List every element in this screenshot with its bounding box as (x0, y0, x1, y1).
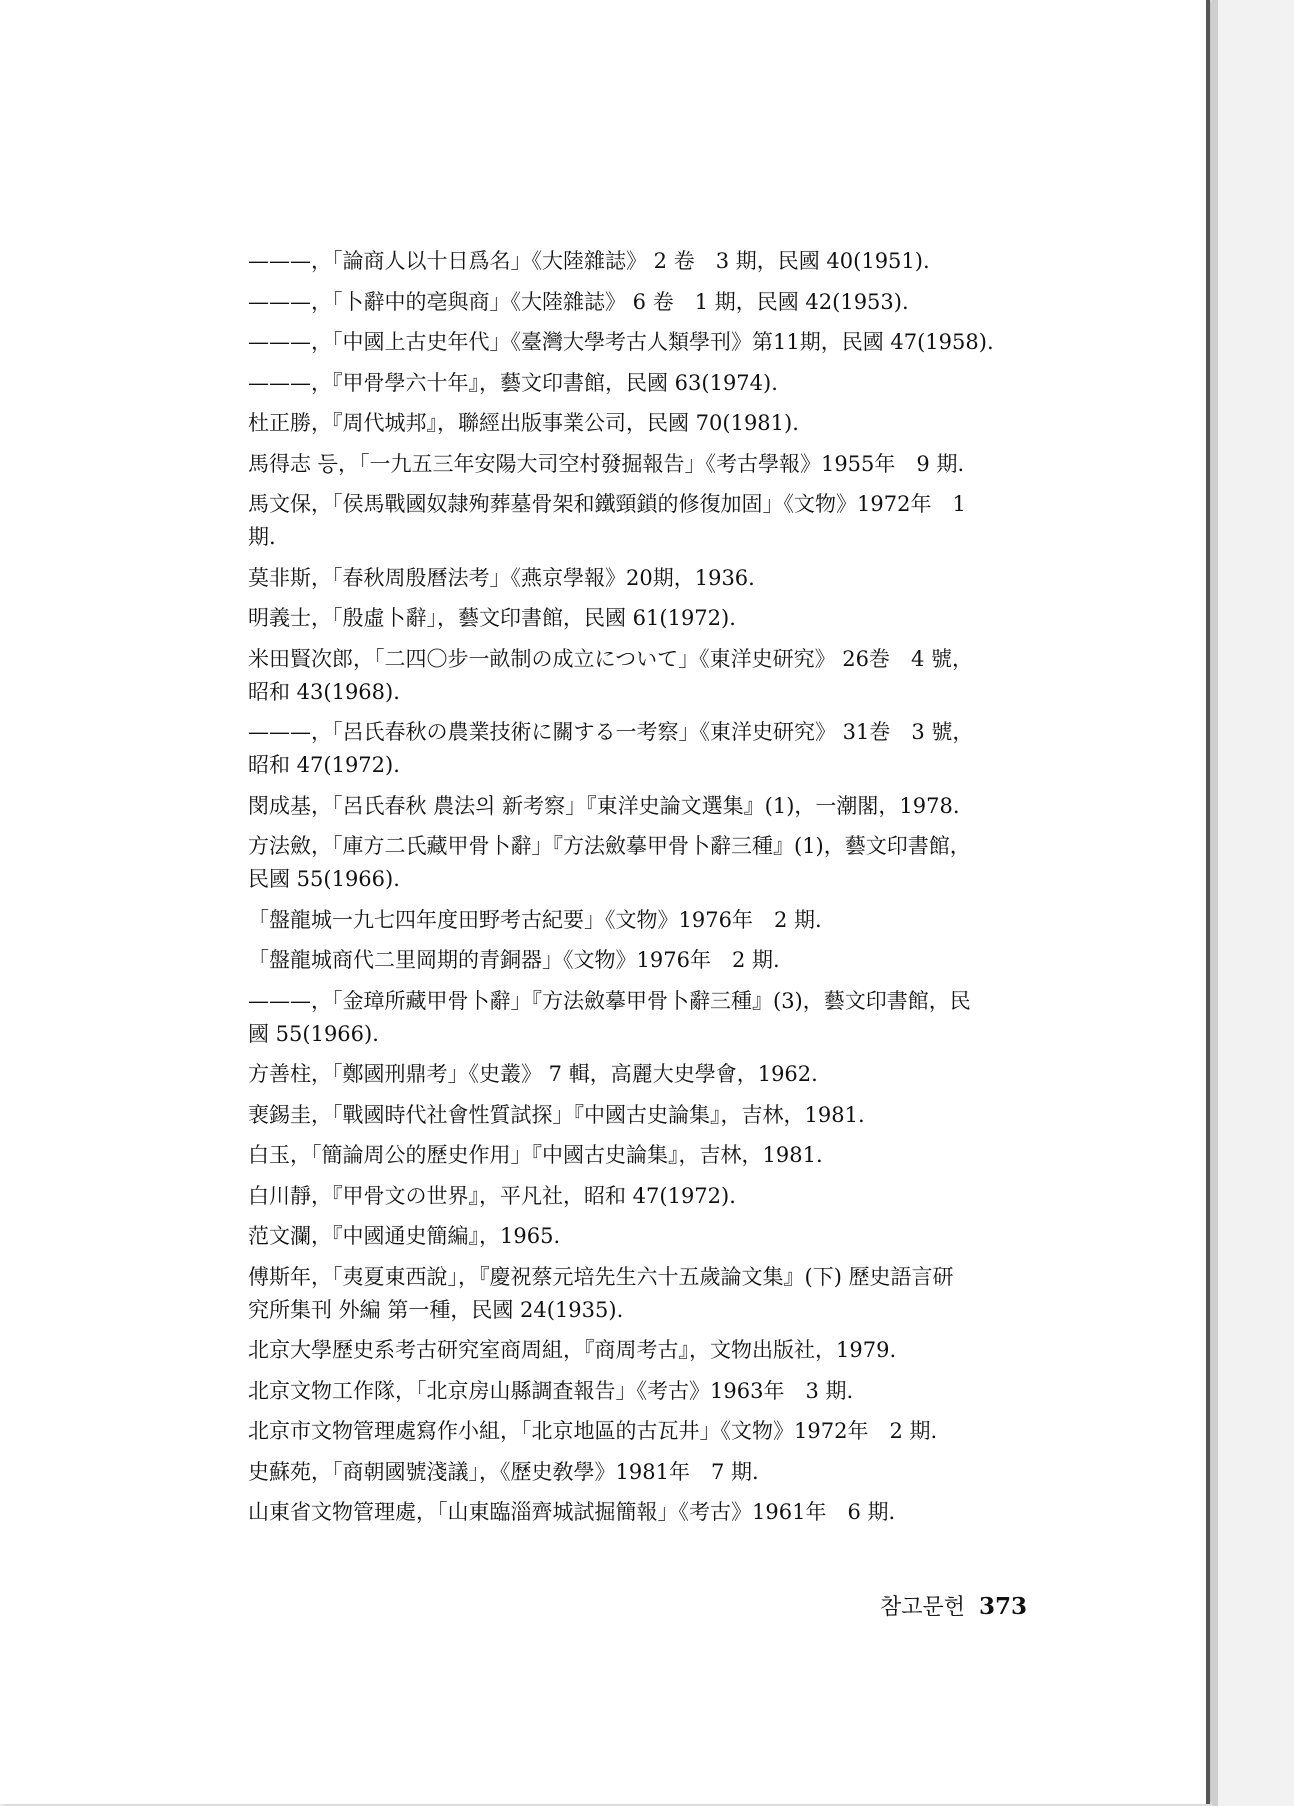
reference-line: 北京市文物管理處寫作小組，「北京地區的古瓦井」《文物》1972年 2 期. (248, 1419, 938, 1443)
reference-entry (248, 562, 1068, 595)
reference-line: ———，「中國上古史年代」《臺灣大學考古人類學刊》第11期，民國 47(1958). (248, 330, 994, 354)
reference-entry (248, 904, 1068, 937)
reference-line: 北京文物工作隊，「北京房山縣調査報告」《考古》1963年 3 期. (248, 1378, 854, 1403)
reference-entry (248, 286, 1068, 319)
reference-line: 昭和 47(1972). (248, 753, 400, 777)
reference-entry (248, 326, 1068, 359)
reference-line: 白玉，「簡論周公的歷史作用」『中國古史論集』，吉林，1981. (248, 1143, 823, 1167)
reference-entry (248, 1139, 1068, 1172)
reference-line: ———，「卜辭中的亳與商」《大陸雜誌》 6 卷 1 期，民國 42(1953). (248, 289, 909, 314)
reference-entry (248, 1220, 1068, 1253)
reference-line: ———，「論商人以十日爲名」《大陸雜誌》 2 卷 3 期，民國 40(1951). (248, 249, 930, 273)
reference-line: 國 55(1966). (248, 1021, 379, 1046)
reference-line: 范文瀾，『中國通史簡編』，1965. (248, 1224, 561, 1248)
reference-line: 究所集刊 外編 第一種，民國 24(1935). (248, 1297, 624, 1322)
reference-entry (248, 1058, 1068, 1091)
page-footer (880, 1590, 1027, 1621)
reference-entry (248, 985, 1068, 1051)
page-number: 373 (979, 1593, 1028, 1620)
reference-line: 傅斯年，「夷夏東西說」，『慶祝蔡元培先生六十五歲論文集』(下) 歷史語言研 (248, 1264, 954, 1289)
reference-entry (248, 1334, 1068, 1367)
reference-line: 昭和 43(1968). (248, 679, 400, 704)
reference-line: 杜正勝，『周代城邦』，聯經出版事業公司，民國 70(1981). (248, 411, 799, 435)
reference-line: 北京大學歷史系考古研究室商周組，『商周考古』，文物出版社，1979. (248, 1338, 897, 1362)
reference-line: 閔成基，「呂氏春秋 農法의 新考察」『東洋史論文選集』(1)，一潮閣，1978. (248, 793, 960, 818)
page-edge (1212, 0, 1218, 1806)
reference-entry (248, 643, 1068, 709)
reference-line: 方善柱，「鄭國刑鼎考」《史叢》 7 輯，高麗大史學會，1962. (248, 1062, 818, 1086)
reference-entry (248, 1496, 1068, 1529)
reference-list (248, 245, 1068, 1537)
reference-line: 米田賢次郎，「二四〇步一畝制の成立について」《東洋史研究》 26巻 4 號， (248, 646, 974, 671)
reference-line: ———，「金璋所藏甲骨卜辭」『方法斂摹甲骨卜辭三種』(3)，藝文印書館，民 (248, 988, 971, 1013)
reference-entry (248, 448, 1068, 481)
reference-entry (248, 1456, 1068, 1489)
reference-line: 「盤龍城商代二里岡期的青銅器」《文物》1976年 2 期. (248, 948, 780, 972)
reference-entry (248, 1180, 1068, 1213)
reference-line: 方法斂，「庫方二氏藏甲骨卜辭」『方法斂摹甲骨卜辭三種』(1)，藝文印書館， (248, 834, 971, 858)
reference-entry (248, 1099, 1068, 1132)
reference-entry (248, 367, 1068, 400)
reference-line: 史蘇苑，「商朝國號淺議」，《歷史敎學》1981年 7 期. (248, 1459, 759, 1484)
reference-entry (248, 716, 1068, 782)
reference-line: 山東省文物管理處，「山東臨淄齊城試掘簡報」《考古》1961年 6 期. (248, 1500, 896, 1524)
reference-entry (248, 830, 1068, 896)
reference-entry (248, 407, 1068, 440)
reference-line: 期. (248, 525, 276, 549)
footer-section-title: 참고문헌 (880, 1595, 966, 1620)
reference-line: 白川靜，『甲骨文の世界』，平凡社，昭和 47(1972). (248, 1183, 736, 1208)
reference-entry (248, 488, 1068, 554)
reference-line: 明義士，「殷虛卜辭」，藝文印書館，民國 61(1972). (248, 606, 736, 630)
reference-line: 馬得志 등，「一九五三年安陽大司空村發掘報告」《考古學報》1955年 9 期. (248, 451, 965, 476)
reference-line: 莫非斯，「春秋周殷曆法考」《燕京學報》20期，1936. (248, 565, 755, 590)
reference-line: 裵錫圭，「戰國時代社會性質試探」『中國古史論集』，吉林，1981. (248, 1102, 865, 1127)
reference-line: 馬文保，「侯馬戰國奴隷殉葬墓骨架和鐵頸鎖的修復加固」《文物》1972年 1 (248, 492, 966, 516)
reference-entry (248, 1415, 1068, 1448)
reference-entry (248, 1261, 1068, 1327)
reference-line: 「盤龍城一九七四年度田野考古紀要」《文物》1976年 2 期. (248, 907, 822, 932)
reference-line: ———，『甲骨學六十年』，藝文印書館，民國 63(1974). (248, 370, 778, 395)
reference-entry (248, 790, 1068, 823)
reference-line: ———，「呂氏春秋の農業技術に關する一考察」《東洋史研究》 31巻 3 號， (248, 720, 974, 744)
reference-entry (248, 602, 1068, 635)
reference-entry (248, 944, 1068, 977)
reference-entry (248, 245, 1068, 278)
reference-entry (248, 1375, 1068, 1408)
reference-line: 民國 55(1966). (248, 867, 400, 891)
